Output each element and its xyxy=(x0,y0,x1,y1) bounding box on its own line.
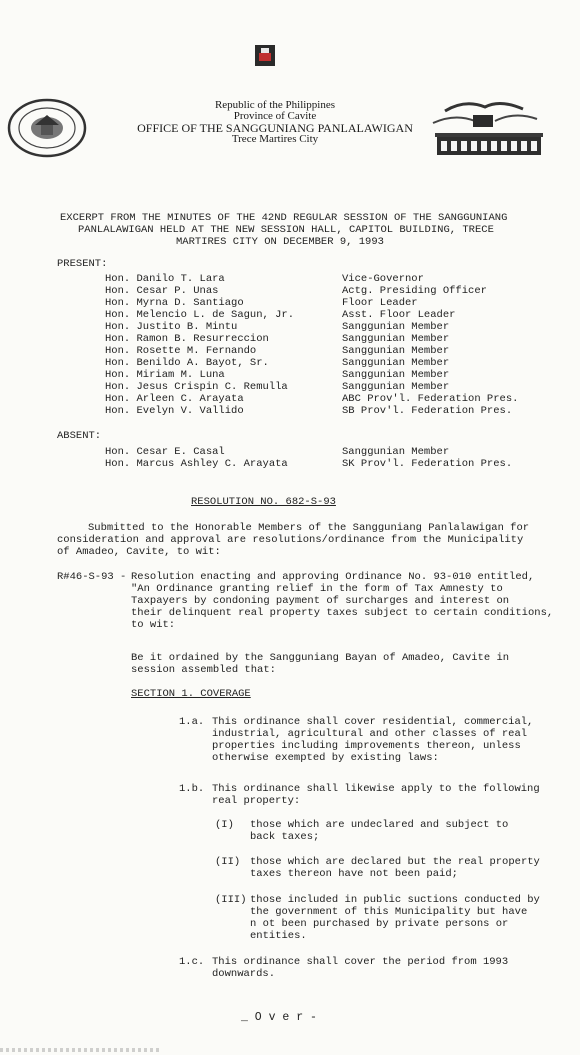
item-line: This ordinance shall cover residential, commercial, xyxy=(212,716,534,728)
intro-line: Submitted to the Honorable Members of the Sangguniang Panlalawigan for xyxy=(88,522,530,534)
attendee-position: SB Prov'l. Federation Pres. xyxy=(342,405,513,417)
attendee-row xyxy=(105,459,575,471)
attendee-name: Hon. Evelyn V. Vallido xyxy=(105,405,244,417)
attendee-position: Vice-Governor xyxy=(342,273,424,285)
reference-line: to wit: xyxy=(131,619,176,631)
attendee-name: Hon. Marcus Ashley C. Arayata xyxy=(105,458,288,470)
subitem-line: back taxes; xyxy=(250,831,320,843)
attendee-name: Hon. Benildo A. Bayot, Sr. xyxy=(105,357,269,369)
attendee-row xyxy=(105,322,575,334)
attendee-row xyxy=(105,310,575,322)
attendee-name: Hon. Ramon B. Resurreccion xyxy=(105,333,269,345)
attendee-position: Sanggunian Member xyxy=(342,381,450,393)
item-line: This ordinance shall cover the period from 1993 xyxy=(212,956,509,968)
attendee-position: Sanggunian Member xyxy=(342,357,450,369)
subitem-line: those which are declared but the real property xyxy=(250,856,540,868)
attendee-row xyxy=(105,382,575,394)
attendee-name: Hon. Miriam M. Luna xyxy=(105,369,225,381)
attendee-row xyxy=(105,298,575,310)
attendee-row xyxy=(105,447,575,459)
attendee-name: Hon. Arleen C. Arayata xyxy=(105,393,244,405)
attendee-position: Floor Leader xyxy=(342,297,418,309)
item-line: This ordinance shall likewise apply to the following xyxy=(212,783,540,795)
attendee-position: ABC Prov'l. Federation Pres. xyxy=(342,393,519,405)
reference-line: Resolution enacting and approving Ordinance No. 93-010 entitled, xyxy=(131,571,535,583)
attendee-row xyxy=(105,274,575,286)
reference-line: "An Ordinance granting relief in the form of Tax Amnesty to xyxy=(131,583,503,595)
intro-line: of Amadeo, Cavite, to wit: xyxy=(57,546,221,558)
attendee-name: Hon. Cesar P. Unas xyxy=(105,285,219,297)
attendee-position: Sanggunian Member xyxy=(342,345,450,357)
attendee-row xyxy=(105,358,575,370)
attendee-position: Actg. Presiding Officer xyxy=(342,285,487,297)
attendee-position: Sanggunian Member xyxy=(342,333,450,345)
attendee-name: Hon. Jesus Crispin C. Remulla xyxy=(105,381,288,393)
subitem-line: entities. xyxy=(250,930,307,942)
reference-number: R#46-S-93 - xyxy=(57,571,127,583)
ordained-line: Be it ordained by the Sangguniang Bayan of Amadeo, Cavite in xyxy=(131,652,510,664)
attendee-row xyxy=(105,286,575,298)
attendee-name: Hon. Danilo T. Lara xyxy=(105,273,225,285)
page-over-marker: _ O v e r - xyxy=(241,1011,317,1024)
attendee-name: Hon. Rosette M. Fernando xyxy=(105,345,257,357)
letterhead-city: Trece Martires City xyxy=(231,133,319,145)
attendee-name: Hon. Myrna D. Santiago xyxy=(105,297,244,309)
letterhead-province: Province of Cavite xyxy=(233,110,317,122)
attendee-position: Sanggunian Member xyxy=(342,321,450,333)
absent-label: ABSENT: xyxy=(57,430,102,442)
attendee-name: Hon. Justito B. Mintu xyxy=(105,321,238,333)
attendee-row xyxy=(105,394,575,406)
subitem-line: the government of this Municipality but have xyxy=(250,906,528,918)
letterhead-office: OFFICE OF THE SANGGUNIANG PANLALAWIGAN xyxy=(137,121,413,135)
attendee-name: Hon. Cesar E. Casal xyxy=(105,446,225,458)
attendee-name: Hon. Melencio L. de Sagun, Jr. xyxy=(105,309,295,321)
item-line: industrial, agricultural and other classes of real xyxy=(212,728,528,740)
attendee-row xyxy=(105,334,575,346)
attendee-row xyxy=(105,370,575,382)
subitem-line: taxes thereon have not been paid; xyxy=(250,868,458,880)
item-line: downwards. xyxy=(212,968,276,980)
subitem-line: those included in public suctions conducted by xyxy=(250,894,540,906)
item-label: 1.c. xyxy=(179,956,205,968)
item-line: properties including improvements thereon, unless xyxy=(212,740,521,752)
item-label: 1.b. xyxy=(179,783,205,795)
item-line: otherwise exempted by existing laws: xyxy=(212,752,439,764)
attendee-position: Sanggunian Member xyxy=(342,446,450,458)
attendee-position: SK Prov'l. Federation Pres. xyxy=(342,458,513,470)
subitem-label: (II) xyxy=(215,856,241,868)
intro-line: consideration and approval are resolutions/ordinance from the Municipality xyxy=(57,534,524,546)
ordained-line: session assembled that: xyxy=(131,664,276,676)
subitem-line: n ot been purchased by private persons or xyxy=(250,918,509,930)
subitem-label: (I) xyxy=(215,819,234,831)
subitem-label: (III) xyxy=(215,894,247,906)
attendee-position: Asst. Floor Leader xyxy=(342,309,456,321)
section-title: SECTION 1. COVERAGE xyxy=(131,688,251,700)
provincial-seal-icon xyxy=(5,97,89,159)
reference-line: Taxpayers by condoning payment of surcharges and interest on xyxy=(131,595,510,607)
attendee-row xyxy=(105,406,575,418)
emblem-icon xyxy=(254,44,276,68)
attendee-position: Sanggunian Member xyxy=(342,369,450,381)
attendee-row xyxy=(105,346,575,358)
subitem-line: those which are undeclared and subject to xyxy=(250,819,509,831)
letterhead-republic: Republic of the Philippines xyxy=(214,99,336,111)
present-label: PRESENT: xyxy=(57,258,108,270)
excerpt-line-2: PANLALAWIGAN HELD AT THE NEW SESSION HALL, CAPITOL BUILDING, TRECE xyxy=(78,224,494,236)
resolution-number: RESOLUTION NO. 682-S-93 xyxy=(191,496,336,508)
item-line: real property: xyxy=(212,795,301,807)
scan-artifact xyxy=(0,1048,160,1052)
item-label: 1.a. xyxy=(179,716,205,728)
excerpt-line-3: MARTIRES CITY ON DECEMBER 9, 1993 xyxy=(176,236,384,248)
reference-line: their delinquent real property taxes subject to certain conditions, xyxy=(131,607,554,619)
excerpt-line-1: EXCERPT FROM THE MINUTES OF THE 42ND REGULAR SESSION OF THE SANGGUNIANG xyxy=(60,212,508,224)
